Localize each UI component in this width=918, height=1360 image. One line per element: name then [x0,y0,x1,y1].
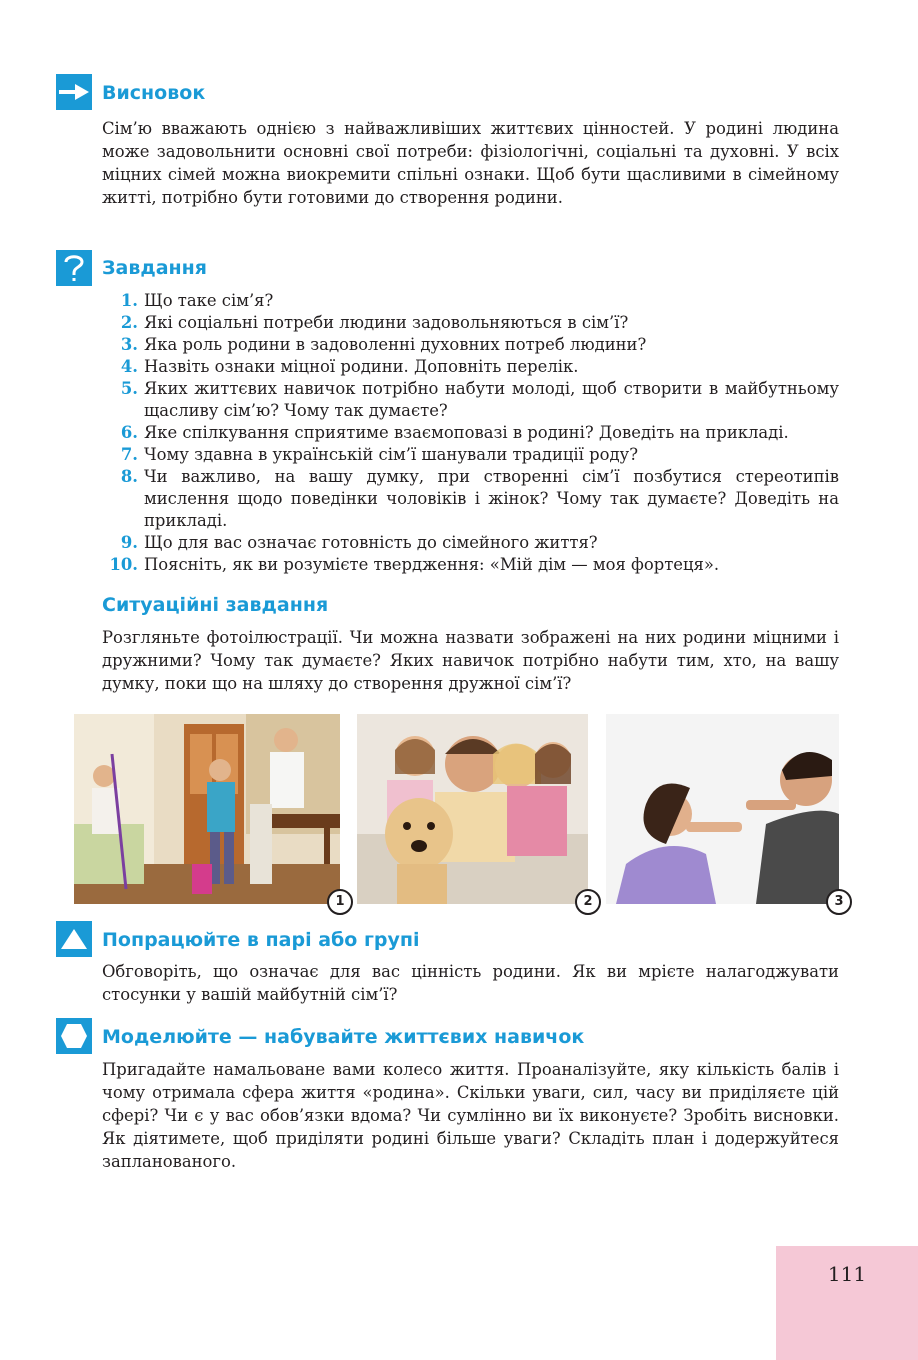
list-item [102,378,839,422]
modeling-text: Пригадайте намальоване вами колесо життя. Проаналізуйте, яку кількість балів і чому отримала сфера життя «родина». Скільки уваги, сил, часу ви приділяєте цій сфері? Чи є у вас обов’язки вдома? Чи сумлінно ви їх виконуєте? Зробіть висновки. Як діятимете, щоб приділяти родині більше уваги? Складіть план і додержуйтеся запланованого. [102,1060,839,1171]
task-number: 5. [120,379,138,398]
task-number: 7. [120,445,138,464]
list-item [102,466,839,532]
photo-happy-family-dog [357,714,588,904]
list-item [102,554,839,576]
task-text: Що таке сім’я? [144,291,274,310]
task-text: Назвіть ознаки міцної родини. Доповніть перелік. [144,357,579,376]
pair-work-text: Обговоріть, що означає для вас цінність родини. Як ви мрієте налагоджувати стосунки у вашій майбутній сім’ї? [102,962,839,1004]
conclusion-text: Сім’ю вважають однією з найважливіших життєвих цінностей. У родині людина може задовольнити основні свої потреби: фізіологічні, соціальні та духовні. У всіх міцних сімей можна виокремити спільні ознаки. Щоб бути щасливими в сімейному житті, потрібно бути готовими до створення родини. [102,119,839,207]
page-number: 111 [827,1262,867,1286]
task-text: Яка роль родини в задоволенні духовних потреб людини? [144,335,647,354]
hexagon-icon [56,1018,92,1054]
list-item [102,312,839,334]
task-text: Що для вас означає готовність до сімейного життя? [144,533,598,552]
task-text: Чому здавна в українській сім’ї шанували традиції роду? [144,445,638,464]
task-text: Яке спілкування сприятиме взаємоповазі в родині? Доведіть на прикладі. [144,423,789,442]
photo-arguing-couple [606,714,839,904]
photo-family-cleaning [74,714,340,904]
situational-heading: Ситуаційні завдання [102,594,329,616]
list-item [102,444,839,466]
list-item [102,290,839,312]
list-item [102,532,839,554]
conclusion-heading: Висновок [102,82,206,104]
list-item [102,356,839,378]
tasks-list [102,290,839,576]
task-number: 8. [120,467,138,486]
page-number-tab [776,1246,918,1360]
task-number: 4. [120,357,138,376]
task-text: Які соціальні потреби людини задовольняються в сім’ї? [144,313,629,332]
task-number: 3. [120,335,138,354]
photo-badge-1: 1 [327,889,353,915]
triangle-icon [56,921,92,957]
photo-badge-2: 2 [575,889,601,915]
task-number: 1. [120,291,138,310]
task-number: 10. [109,555,138,574]
task-text: Яких життєвих навичок потрібно набути молоді, щоб створити в майбутньому щасливу сім’ю? Чому так думаєте? [144,379,839,420]
task-number: 9. [120,533,138,552]
list-item [102,422,839,444]
list-item [102,334,839,356]
task-text: Поясніть, як ви розумієте твердження: «Мій дім — моя фортеця». [144,555,720,574]
tasks-heading: Завдання [102,257,207,279]
arrow-right-icon [56,74,92,110]
task-number: 2. [120,313,138,332]
modeling-heading: Моделюйте — набувайте життєвих навичок [102,1026,585,1048]
photo-badge-3: 3 [826,889,852,915]
task-text: Чи важливо, на вашу думку, при створенні сім’ї позбутися стереотипів мислення щодо поведінки чоловіків і жінок? Чому так думаєте? Доведіть на прикладі. [144,467,839,530]
situational-text: Розгляньте фотоілюстрації. Чи можна назвати зображені на них родини міцними і дружними? Чому так думаєте? Яких навичок потрібно набути тим, хто, на вашу думку, поки що на шляху до створення дружної сім’ї? [102,628,839,693]
question-mark-icon [56,250,92,286]
pair-work-heading: Попрацюйте в парі або групі [102,929,420,951]
task-number: 6. [120,423,138,442]
